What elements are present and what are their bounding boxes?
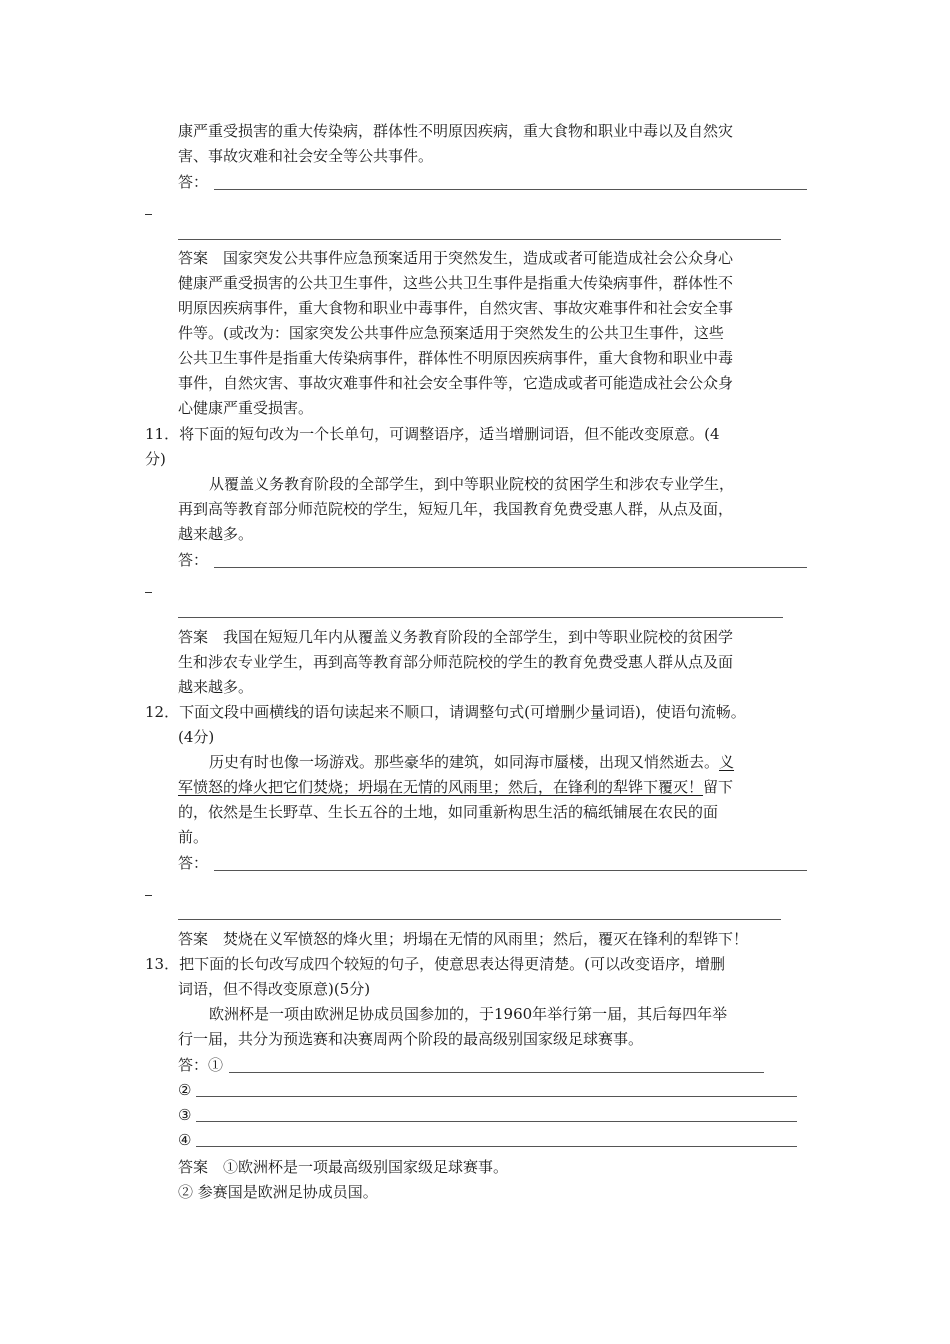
dash-mark: [145, 592, 152, 593]
answer-text: 健康严重受损害的公共卫生事件，这些公共卫生事件是指重大传染病事件，群体性不: [178, 274, 734, 292]
answer-blank-line[interactable]: [214, 567, 807, 568]
dash-mark: [145, 214, 152, 215]
question-13-text: 欧洲杯是一项由欧洲足协成员国参加的，于1960年举行第一届，其后每四年举: [209, 1005, 728, 1023]
answer-label: 答：: [178, 551, 209, 569]
answer-number: ③: [178, 1106, 192, 1124]
answer-text: 明原因疾病事件，重大食物和职业中毒事件，自然灾害、事故灾难事件和社会安全事: [178, 299, 734, 317]
answer-text: 心健康严重受损害。: [178, 399, 314, 417]
answer-text: 公共卫生事件是指重大传染病事件，群体性不明原因疾病事件，重大食物和职业中毒: [178, 349, 734, 367]
answer-blank-line[interactable]: [196, 1096, 797, 1097]
answer-blank-line[interactable]: [178, 239, 781, 240]
dash-mark: [145, 895, 152, 896]
answer-label: 答：①: [178, 1056, 224, 1074]
answer-text: 答案 ①欧洲杯是一项最高级别国家级足球赛事。: [178, 1158, 509, 1176]
answer-number: ④: [178, 1131, 192, 1149]
text-line: 康严重受损害的重大传染病，群体性不明原因疾病，重大食物和职业中毒以及自然灾: [178, 122, 734, 140]
answer-text: 生和涉农专业学生，再到高等教育部分师范院校的学生的教育免费受惠人群从点及面: [178, 653, 734, 671]
answer-label: 答：: [178, 173, 209, 191]
answer-blank-line[interactable]: [196, 1146, 797, 1147]
question-11-text: 再到高等教育部分师范院校的学生，短短几年，我国教育免费受惠人群，从点及面，: [178, 500, 734, 518]
underlined-sentence: 军愤怒的烽火把它们焚烧；坍塌在无情的风雨里；然后，在锋利的犁铧下覆灭！: [178, 778, 704, 796]
question-11-title: 分): [145, 450, 166, 468]
question-11-text: 从覆盖义务教育阶段的全部学生，到中等职业院校的贫困学生和涉农专业学生，: [209, 475, 735, 493]
answer-blank-line[interactable]: [229, 1072, 764, 1073]
answer-label: 答：: [178, 854, 209, 872]
question-12-text: 军愤怒的烽火把它们焚烧；坍塌在无情的风雨里；然后，在锋利的犁铧下覆灭！留下: [178, 778, 734, 796]
question-13-text: 行一届，共分为预选赛和决赛周两个阶段的最高级别国家级足球赛事。: [178, 1030, 644, 1048]
question-12-title: (4分): [178, 728, 215, 746]
question-12-text: 前。: [178, 828, 209, 846]
answer-number: ②: [178, 1081, 192, 1099]
question-11-text: 越来越多。: [178, 525, 254, 543]
question-13-title: 13．把下面的长句改写成四个较短的句子，使意思表达得更清楚。(可以改变语序，增删: [145, 955, 725, 973]
question-13-title: 词语，但不得改变原意)(5分): [178, 980, 371, 998]
question-11-title: 11．将下面的短句改为一个长单句，可调整语序，适当增删词语，但不能改变原意。(4: [145, 425, 720, 443]
answer-text: 件等。(或改为：国家突发公共事件应急预案适用于突然发生的公共卫生事件，这些: [178, 324, 724, 342]
answer-text: 事件，自然灾害、事故灾难事件和社会安全事件等，它造成或者可能造成社会公众身: [178, 374, 734, 392]
answer-text: 越来越多。: [178, 678, 254, 696]
answer-blank-line[interactable]: [214, 189, 807, 190]
question-12-text: 历史有时也像一场游戏。那些豪华的建筑，如同海市蜃楼，出现又悄然逝去。义: [209, 753, 735, 771]
answer-text: 答案 焚烧在义军愤怒的烽火里；坍塌在无情的风雨里；然后，覆灭在锋利的犁铧下！: [178, 930, 749, 948]
text-line: 害、事故灾难和社会安全等公共事件。: [178, 147, 434, 165]
question-12-text: 的，依然是生长野草、生长五谷的土地，如同重新构思生活的稿纸铺展在农民的面: [178, 803, 719, 821]
answer-text: 答案 我国在短短几年内从覆盖义务教育阶段的全部学生，到中等职业院校的贫困学: [178, 628, 734, 646]
answer-text: ② 参赛国是欧洲足协成员国。: [178, 1183, 378, 1201]
answer-blank-line[interactable]: [196, 1121, 797, 1122]
answer-blank-line[interactable]: [214, 870, 807, 871]
answer-blank-line[interactable]: [178, 617, 783, 618]
answer-text: 答案 国家突发公共事件应急预案适用于突然发生，造成或者可能造成社会公众身心: [178, 249, 734, 267]
question-12-title: 12．下面文段中画横线的语句读起来不顺口，请调整句式(可增删少量词语)，使语句流畅。: [145, 703, 746, 721]
underlined-sentence: 义: [719, 753, 735, 771]
answer-blank-line[interactable]: [178, 919, 781, 920]
